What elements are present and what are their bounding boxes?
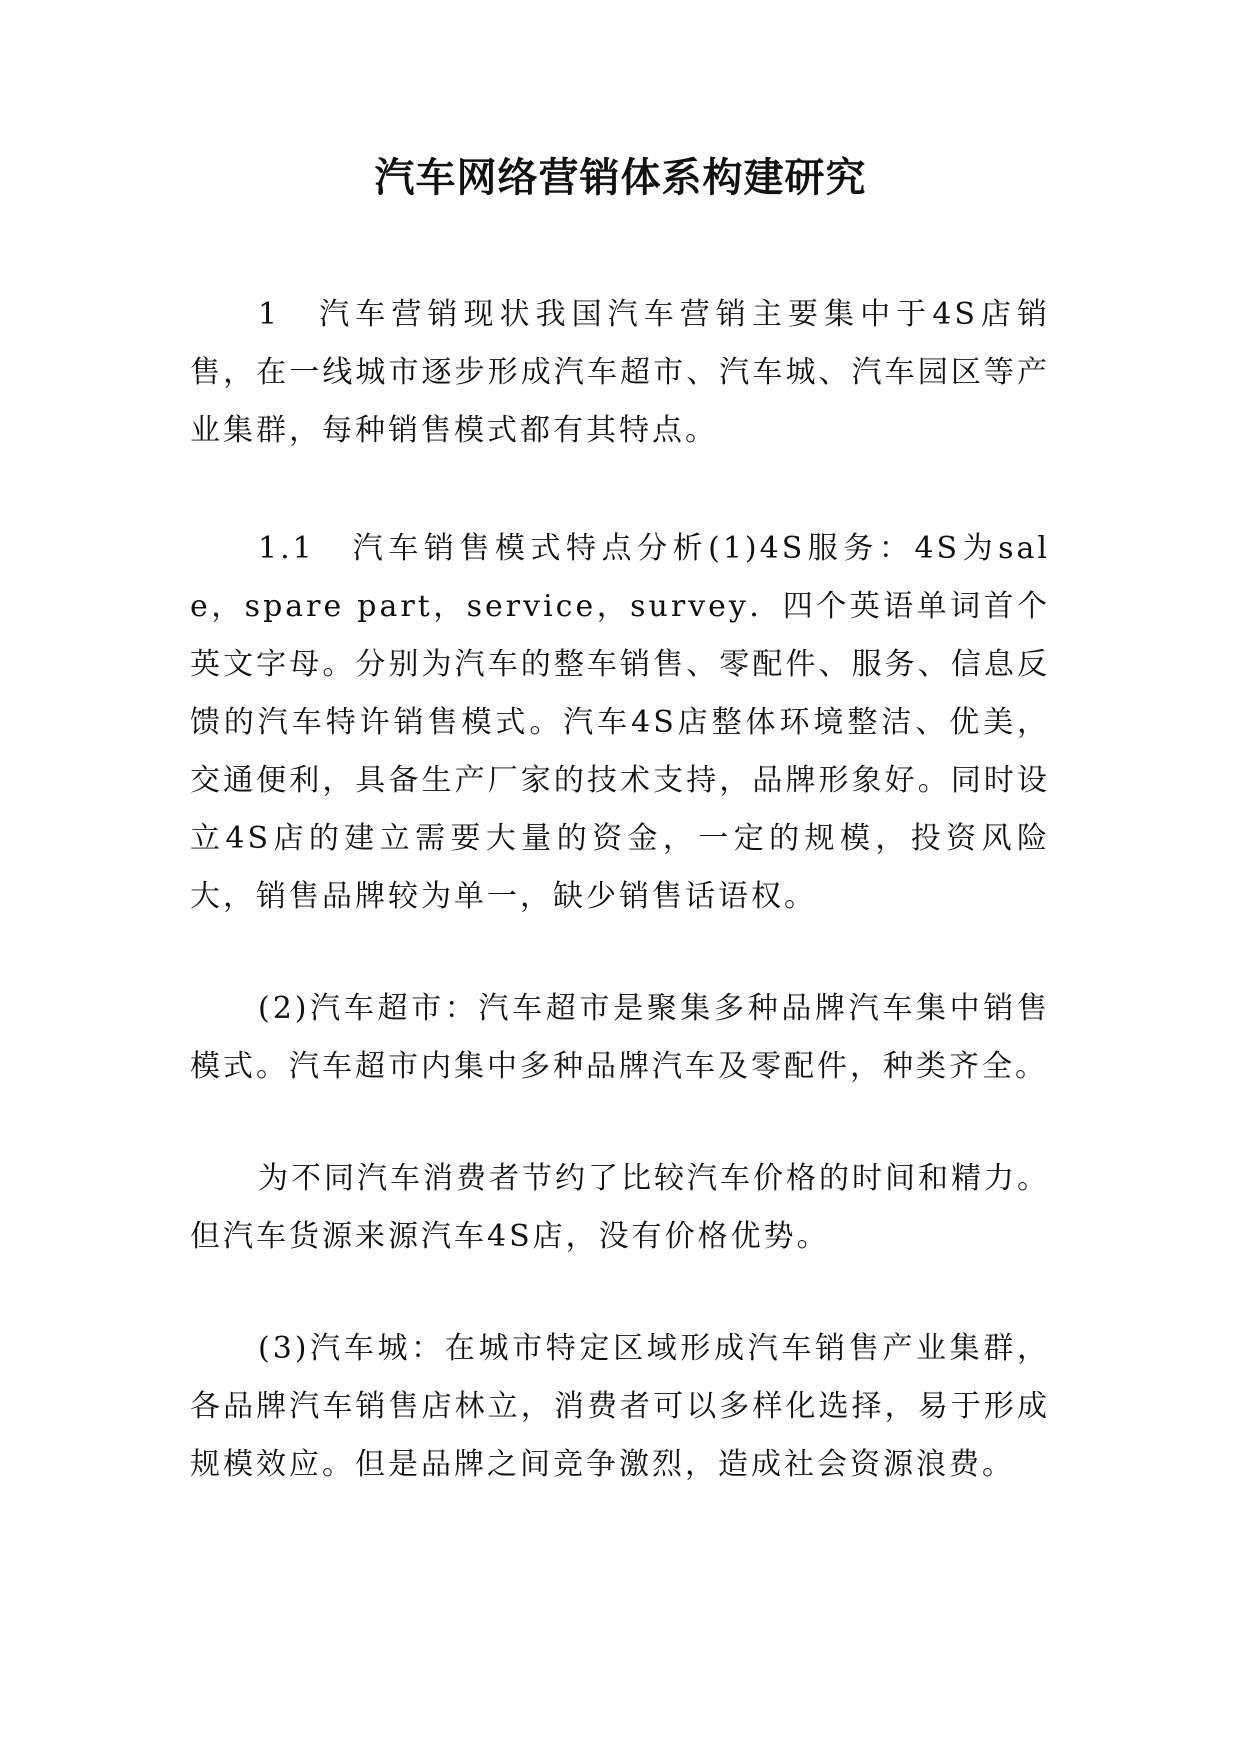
paragraph-intro: 1 汽车营销现状我国汽车营销主要集中于4S店销售，在一线城市逐步形成汽车超市、汽车城、汽车园区等产业集群，每种销售模式都有其特点。 [190,297,1050,448]
document-title: 汽车网络营销体系构建研究 [374,155,867,201]
paragraph-4s-service: 1.1 汽车销售模式特点分析(1)4S服务：4S为sale，spare part，service，survey．四个英语单词首个英文字母。分别为汽车的整车销售、零配件、服务、信息反馈的汽车特许销售模式。汽车4S店整体环境整洁、优美，交通便利，具备生产厂家的技术支持，品牌形象好。同时设立4S店的建立需要大量的资金，一定的规模，投资风险大，销售品牌较为单一，缺少销售话语权。 [190,531,1050,914]
paragraph-car-supermarket: (2)汽车超市：汽车超市是聚集多种品牌汽车集中销售模式。汽车超市内集中多种品牌汽车及零配件，种类齐全。 [190,991,1050,1084]
paragraph-price-comparison: 为不同汽车消费者节约了比较汽车价格的时间和精力。但汽车货源来源汽车4S店，没有价格优势。 [190,1161,1050,1254]
paragraph-auto-city: (3)汽车城：在城市特定区域形成汽车销售产业集群，各品牌汽车销售店林立，消费者可以多样化选择，易于形成规模效应。但是品牌之间竞争激烈，造成社会资源浪费。 [190,1331,1050,1482]
